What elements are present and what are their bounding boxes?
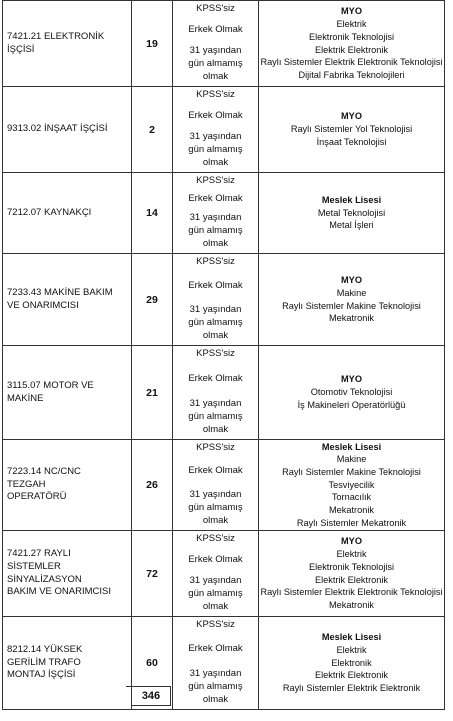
- school-type: MYO: [341, 6, 362, 17]
- condition-age: 31 yaşından gün almamış olmak: [188, 212, 243, 249]
- table-row: [3, 87, 445, 173]
- program-item: Metal İşleri: [329, 220, 374, 231]
- condition-kpss: KPSS'siz: [196, 347, 235, 359]
- programs-cell: [259, 531, 445, 617]
- school-type: Meslek Lisesi: [321, 194, 382, 205]
- position-title: 9313.02 İNŞAAT İŞÇİSİ: [7, 123, 108, 135]
- condition-age: 31 yaşından gün almamış olmak: [188, 45, 243, 82]
- conditions-cell: [173, 346, 259, 440]
- programs-cell: [259, 173, 445, 254]
- total-count: 346: [131, 687, 171, 706]
- table-row: [3, 173, 445, 254]
- condition-gender: Erkek Olmak: [188, 109, 243, 121]
- program-item: Dijital Fabrika Teknolojileri: [298, 69, 405, 80]
- position-cell: [3, 1, 132, 87]
- table-row: [3, 1, 445, 87]
- program-item: Otomotiv Teknolojisi: [310, 387, 393, 398]
- school-type: MYO: [341, 374, 362, 385]
- program-item: Raylı Sistemler Elektrik Elektronik Teknolojisi: [260, 57, 443, 68]
- conditions-cell: [173, 440, 259, 531]
- program-item: Elektrik: [336, 644, 367, 655]
- position-cell: [3, 531, 132, 617]
- program-item: Tornacılık: [331, 492, 372, 503]
- program-item: Metal Teknolojisi: [317, 207, 386, 218]
- program-item: Elektrik Elektronik: [314, 670, 388, 681]
- table-row: [3, 254, 445, 346]
- programs-cell: [259, 346, 445, 440]
- school-type: MYO: [341, 111, 362, 122]
- conditions-cell: [173, 254, 259, 346]
- program-item: Elektrik: [336, 19, 367, 30]
- position-count: 26: [132, 440, 173, 531]
- condition-gender: Erkek Olmak: [188, 193, 243, 205]
- table-row: [3, 346, 445, 440]
- program-item: Mekatronik: [329, 599, 374, 610]
- program-item: Mekatronik: [329, 505, 374, 516]
- condition-age: 31 yaşından gün almamış olmak: [188, 131, 243, 168]
- program-item: Elektronik Teknolojisi: [308, 561, 395, 572]
- program-item: Raylı Sistemler Yol Teknolojisi: [290, 124, 413, 135]
- position-count: 72: [132, 531, 173, 617]
- condition-kpss: KPSS'siz: [196, 441, 235, 453]
- position-cell: [3, 617, 132, 710]
- condition-age: 31 yaşından gün almamış olmak: [188, 304, 243, 341]
- school-type: Meslek Lisesi: [321, 632, 382, 643]
- condition-age: 31 yaşından gün almamış olmak: [188, 575, 243, 612]
- condition-gender: Erkek Olmak: [188, 465, 243, 477]
- programs-cell: [259, 440, 445, 531]
- position-title: 7212.07 KAYNAKÇI: [7, 206, 92, 218]
- school-type: MYO: [341, 536, 362, 547]
- position-count: 60: [132, 617, 173, 710]
- program-item: Elektronik Teknolojisi: [308, 31, 395, 42]
- condition-gender: Erkek Olmak: [188, 23, 243, 35]
- conditions-cell: [173, 173, 259, 254]
- programs-cell: [259, 87, 445, 173]
- program-item: Raylı Sistemler Elektrik Elektronik: [282, 683, 421, 694]
- program-item: Makine: [336, 287, 367, 298]
- condition-kpss: KPSS'siz: [196, 2, 235, 14]
- condition-gender: Erkek Olmak: [188, 553, 243, 565]
- condition-kpss: KPSS'siz: [196, 618, 235, 630]
- program-item: Elektrik Elektronik: [314, 44, 388, 55]
- conditions-cell: [173, 1, 259, 87]
- position-count: 29: [132, 254, 173, 346]
- condition-kpss: KPSS'siz: [196, 174, 235, 186]
- condition-kpss: KPSS'siz: [196, 88, 235, 100]
- program-item: Elektronik: [331, 657, 372, 668]
- position-cell: [3, 87, 132, 173]
- position-title: 3115.07 MOTOR VE MAKİNE: [7, 379, 94, 404]
- program-item: Mekatronik: [329, 313, 374, 324]
- program-item: Raylı Sistemler Makine Teknolojisi: [282, 466, 421, 477]
- condition-age: 31 yaşından gün almamış olmak: [188, 668, 243, 705]
- school-type: MYO: [341, 275, 362, 286]
- program-item: Raylı Sistemler Mekatronik: [296, 517, 407, 528]
- condition-kpss: KPSS'siz: [196, 255, 235, 267]
- program-item: İnşaat Teknolojisi: [316, 136, 387, 147]
- programs-cell: [259, 254, 445, 346]
- program-item: Elektrik: [336, 549, 367, 560]
- position-title: 7223.14 NC/CNC TEZGAH OPERATÖRÜ: [7, 465, 81, 503]
- school-type: Meslek Lisesi: [321, 441, 382, 452]
- position-count: 21: [132, 346, 173, 440]
- program-item: Tesviyecilik: [328, 479, 375, 490]
- position-count: 2: [132, 87, 173, 173]
- condition-age: 31 yaşından gün almamış olmak: [188, 489, 243, 526]
- position-cell: [3, 440, 132, 531]
- staff-requirements-table: [2, 0, 445, 710]
- table-row: [3, 531, 445, 617]
- programs-cell: [259, 617, 445, 710]
- table-row: [3, 617, 445, 710]
- condition-age: 31 yaşından gün almamış olmak: [188, 398, 243, 435]
- table-row: [3, 440, 445, 531]
- position-cell: [3, 346, 132, 440]
- position-cell: [3, 254, 132, 346]
- programs-cell: [259, 1, 445, 87]
- position-cell: [3, 173, 132, 254]
- condition-gender: Erkek Olmak: [188, 643, 243, 655]
- program-item: İş Makineleri Operatörlüğü: [297, 399, 406, 410]
- condition-kpss: KPSS'siz: [196, 532, 235, 544]
- condition-gender: Erkek Olmak: [188, 279, 243, 291]
- position-title: 8212.14 YÜKSEK GERİLİM TRAFO MONTAJ İŞÇİSİ: [7, 643, 83, 681]
- position-count: 14: [132, 173, 173, 254]
- table-body: [3, 1, 445, 710]
- position-title: 7421.21 ELEKTRONİK İŞÇİSİ: [7, 30, 105, 55]
- position-title: 7233.43 MAKİNE BAKIM VE ONARIMCISI: [7, 286, 113, 311]
- program-item: Elektrik Elektronik: [314, 574, 388, 585]
- conditions-cell: [173, 531, 259, 617]
- program-item: Raylı Sistemler Elektrik Elektronik Teknolojisi: [260, 587, 443, 598]
- position-title: 7421.27 RAYLI SİSTEMLER SİNYALİZASYON BAKIM VE ONARIMCISI: [7, 547, 111, 598]
- conditions-cell: [173, 617, 259, 710]
- program-item: Makine: [336, 454, 367, 465]
- condition-gender: Erkek Olmak: [188, 372, 243, 384]
- conditions-cell: [173, 87, 259, 173]
- position-count: 19: [132, 1, 173, 87]
- program-item: Raylı Sistemler Makine Teknolojisi: [282, 300, 421, 311]
